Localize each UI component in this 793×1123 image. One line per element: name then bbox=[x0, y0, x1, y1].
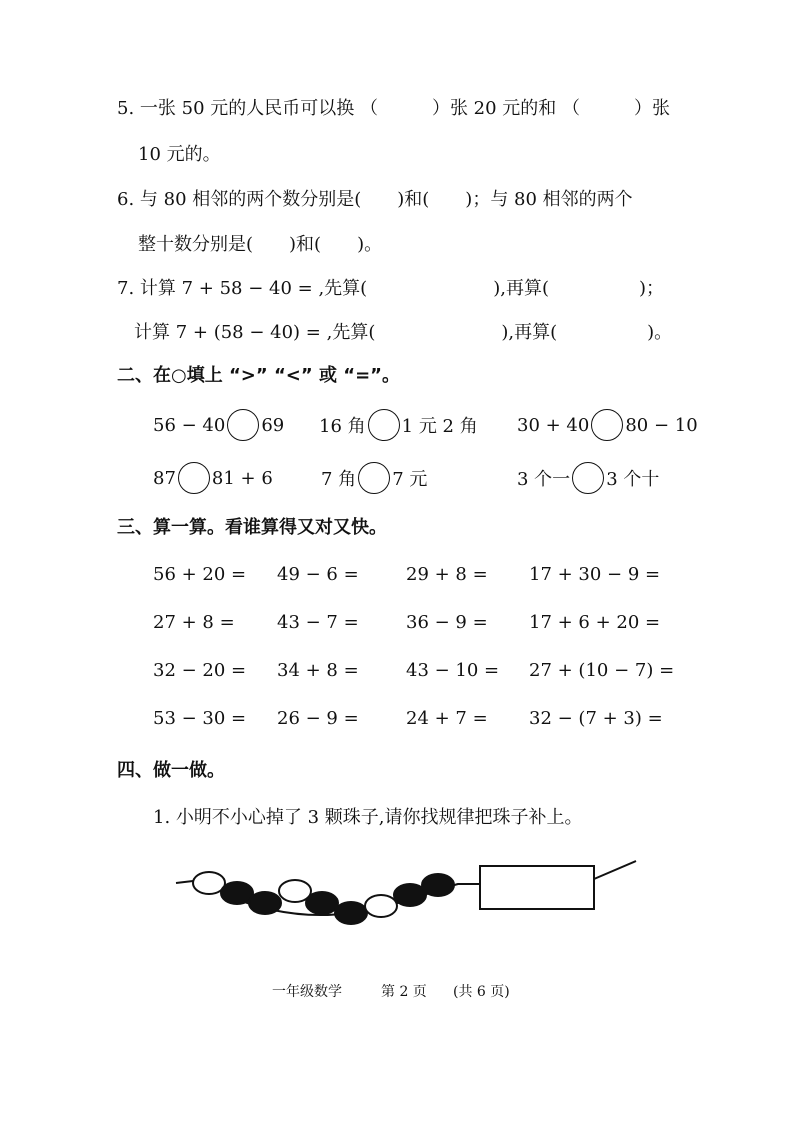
section3-title: 三、算一算。看谁算得又对又快。 bbox=[117, 517, 387, 538]
calc-item: 17 + 6 + 20 = bbox=[529, 612, 661, 633]
q7-line2: 计算 7 + (58 − 40) = ,先算( ),再算( )。 bbox=[134, 322, 673, 343]
q5-line2: 10 元的。 bbox=[138, 144, 221, 165]
calc-item: 24 + 7 = bbox=[406, 708, 488, 729]
beads-group bbox=[193, 872, 454, 924]
compare-left: 30 + 40 bbox=[517, 414, 590, 436]
compare-left: 7 角 bbox=[321, 469, 357, 490]
string-right-end bbox=[594, 861, 636, 879]
calc-item: 43 − 7 = bbox=[277, 612, 359, 633]
black-bead bbox=[306, 892, 338, 914]
calc-item: 32 − 20 = bbox=[153, 660, 247, 681]
q5-line1: 5. 一张 50 元的人民币可以换 （ ）张 20 元的和 （ ）张 bbox=[117, 98, 671, 119]
compare-left: 56 − 40 bbox=[153, 414, 226, 436]
calc-item: 49 − 6 = bbox=[277, 564, 359, 585]
q7-line1: 7. 计算 7 + 58 − 40 = ,先算( ),再算( )； bbox=[117, 278, 664, 299]
black-bead bbox=[335, 902, 367, 924]
bead-box bbox=[480, 866, 594, 909]
footer-subject: 一年级数学 bbox=[272, 984, 342, 1000]
calc-item: 36 − 9 = bbox=[406, 612, 488, 633]
white-bead bbox=[365, 895, 397, 917]
compare-left: 3 个一 bbox=[517, 469, 571, 490]
compare-left: 87 bbox=[153, 467, 176, 489]
compare-right: 3 个十 bbox=[606, 469, 660, 490]
footer-page: 第 2 页 bbox=[381, 984, 427, 1000]
calc-item: 53 − 30 = bbox=[153, 708, 247, 729]
q6-line1: 6. 与 80 相邻的两个数分别是( )和( )；与 80 相邻的两个 bbox=[117, 189, 633, 210]
calc-item: 43 − 10 = bbox=[406, 660, 500, 681]
footer-total: (共 6 页) bbox=[453, 984, 510, 1000]
calc-item: 29 + 8 = bbox=[406, 564, 488, 585]
black-bead bbox=[249, 892, 281, 914]
string-left-end bbox=[176, 881, 193, 883]
calc-item: 56 + 20 = bbox=[153, 564, 247, 585]
calc-item: 17 + 30 − 9 = bbox=[529, 564, 661, 585]
black-bead bbox=[221, 882, 253, 904]
calc-item: 27 + 8 = bbox=[153, 612, 235, 633]
black-bead bbox=[422, 874, 454, 896]
calc-item: 26 − 9 = bbox=[277, 708, 359, 729]
compare-left: 16 角 bbox=[319, 416, 366, 437]
compare-right: 1 元 2 角 bbox=[401, 416, 478, 437]
q6-line2: 整十数分别是( )和( )。 bbox=[138, 234, 383, 255]
section4-q1: 1. 小明不小心掉了 3 颗珠子,请你找规律把珠子补上。 bbox=[153, 807, 583, 828]
compare-right: 69 bbox=[261, 414, 285, 436]
compare-right: 7 元 bbox=[392, 469, 428, 490]
section2-title: 二、在○填上 “>” “<” 或 “=”。 bbox=[117, 365, 400, 386]
white-bead bbox=[193, 872, 225, 894]
calc-item: 34 + 8 = bbox=[277, 660, 359, 681]
black-bead bbox=[394, 884, 426, 906]
section4-title: 四、做一做。 bbox=[117, 760, 225, 781]
compare-right: 81 + 6 bbox=[211, 467, 273, 489]
compare-right: 80 − 10 bbox=[625, 414, 698, 436]
calc-item: 32 − (7 + 3) = bbox=[529, 708, 663, 729]
calc-item: 27 + (10 − 7) = bbox=[529, 660, 675, 681]
